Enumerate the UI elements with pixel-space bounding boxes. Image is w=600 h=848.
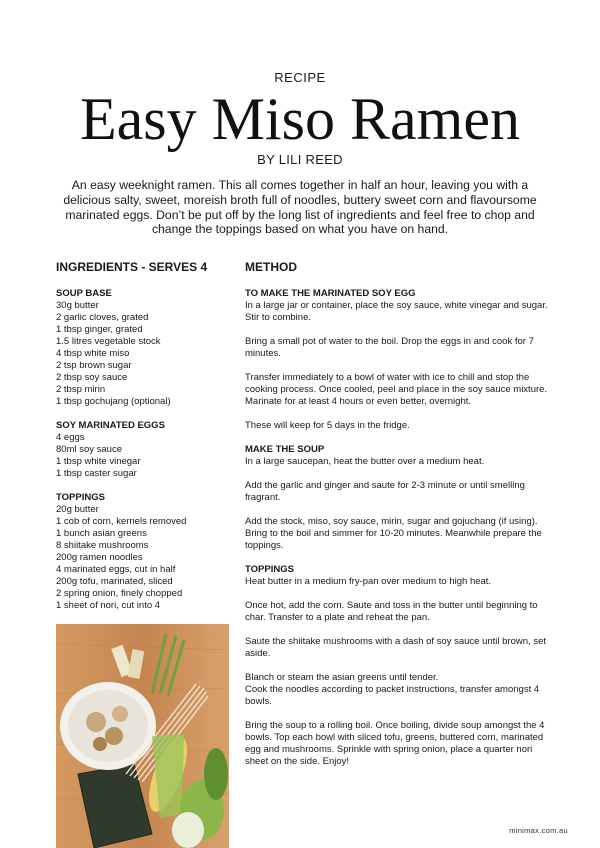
ingredient-item: 1 tbsp ginger, grated bbox=[56, 324, 143, 335]
food-photo-illustration bbox=[56, 624, 229, 848]
intro-paragraph: An easy weeknight ramen. This all comes together in half an hour, leaving you with a delicious salty, sweet, moreish broth full of noodles, buttery sweet corn and flavoursome marinated eggs. Don’t be put off by the long list of ingredients and feel free to chop and change the toppings based on what you have on hand. bbox=[63, 178, 537, 237]
method-step: These will keep for 5 days in the fridge. bbox=[245, 420, 410, 431]
method-step: In a large jar or container, place the soy sauce, white vinegar and sugar. Stir to combine. bbox=[245, 300, 548, 323]
method-section-title: TOPPINGS bbox=[245, 564, 294, 575]
method-section-title: TO MAKE THE MARINATED SOY EGG bbox=[245, 288, 416, 299]
ingredient-item: 200g ramen noodles bbox=[56, 552, 143, 563]
method-step: Blanch or steam the asian greens until tender. Cook the noodles according to packet instructions, transfer amongst 4 bowls. bbox=[245, 672, 540, 707]
ingredient-item: 8 shiitake mushrooms bbox=[56, 540, 149, 551]
ingredient-group-title: SOUP BASE bbox=[56, 288, 112, 299]
ingredient-item: 4 tbsp white miso bbox=[56, 348, 130, 359]
ingredient-item: 1 tbsp white vinegar bbox=[56, 456, 141, 467]
ingredient-item: 1.5 litres vegetable stock bbox=[56, 336, 161, 347]
ingredient-item: 1 tbsp caster sugar bbox=[56, 468, 137, 479]
method-step: Add the stock, miso, soy sauce, mirin, sugar and gojuchang (if using). Bring to the boil and simmer for 10-20 minutes. Meanwhile prepare the toppings. bbox=[245, 516, 542, 551]
ingredient-item: 2 tbsp soy sauce bbox=[56, 372, 128, 383]
ingredients-heading: INGREDIENTS - SERVES 4 bbox=[56, 260, 208, 274]
group-spacer bbox=[56, 408, 236, 420]
ingredient-item: 4 marinated eggs, cut in half bbox=[56, 564, 176, 575]
method-column bbox=[245, 260, 550, 780]
ingredient-item: 20g butter bbox=[56, 504, 99, 515]
group-spacer bbox=[56, 480, 236, 492]
method-step: Add the garlic and ginger and saute for 2-3 minute or until smelling fragrant. bbox=[245, 480, 525, 503]
method-step: Transfer immediately to a bowl of water with ice to chill and stop the cooking process. Once cooled, peel and place in the soy sauce mixture. Marinate for at least 4 hours or even better, overnight. bbox=[245, 372, 548, 407]
ingredient-item: 1 bunch asian greens bbox=[56, 528, 147, 539]
method-step: Heat butter in a medium fry-pan over medium to high heat. bbox=[245, 576, 492, 587]
author-byline: BY LILI REED bbox=[257, 152, 343, 167]
method-step: In a large saucepan, heat the butter over a medium heat. bbox=[245, 456, 485, 467]
ingredient-item: 1 sheet of nori, cut into 4 bbox=[56, 600, 161, 611]
page-title: Easy Miso Ramen bbox=[80, 86, 520, 152]
ingredient-item: 1 tbsp gochujang (optional) bbox=[56, 396, 171, 407]
ingredient-groups bbox=[56, 288, 236, 612]
ingredient-item: 2 spring onion, finely chopped bbox=[56, 588, 183, 599]
ingredient-item: 4 eggs bbox=[56, 432, 85, 443]
ingredient-item: 2 tbsp mirin bbox=[56, 384, 106, 395]
method-sections bbox=[245, 288, 550, 768]
ingredients-column bbox=[56, 260, 236, 612]
method-section-title: MAKE THE SOUP bbox=[245, 444, 325, 455]
ingredient-group-title: TOPPINGS bbox=[56, 492, 105, 503]
ingredient-item: 200g tofu, marinated, sliced bbox=[56, 576, 173, 587]
ramen-ingredients-photo bbox=[56, 624, 229, 848]
method-heading: METHOD bbox=[245, 260, 297, 274]
method-step: Bring a small pot of water to the boil. Drop the eggs in and cook for 7 minutes. bbox=[245, 336, 534, 359]
ingredient-item: 1 cob of corn, kernels removed bbox=[56, 516, 187, 527]
ingredient-item: 30g butter bbox=[56, 300, 99, 311]
ingredient-item: 2 tsp brown sugar bbox=[56, 360, 132, 371]
method-step: Saute the shiitake mushrooms with a dash of soy sauce until brown, set aside. bbox=[245, 636, 546, 659]
ingredient-item: 80ml soy sauce bbox=[56, 444, 123, 455]
footer-url: minimax.com.au bbox=[509, 826, 568, 835]
recipe-eyebrow: RECIPE bbox=[274, 70, 326, 85]
ingredient-group-title: SOY MARINATED EGGS bbox=[56, 420, 165, 431]
ingredient-item: 2 garlic cloves, grated bbox=[56, 312, 149, 323]
method-step: Once hot, add the corn. Saute and toss in the butter until beginning to char. Transfer to a plate and reheat the pan. bbox=[245, 600, 538, 623]
method-step: Bring the soup to a rolling boil. Once boiling, divide soup amongst the 4 bowls. Top each bowl with sliced tofu, greens, buttered corn, marinated egg and mushrooms. Sprinkle with spring onion, place a quarter nori sheet on the side. Enjoy! bbox=[245, 720, 545, 767]
